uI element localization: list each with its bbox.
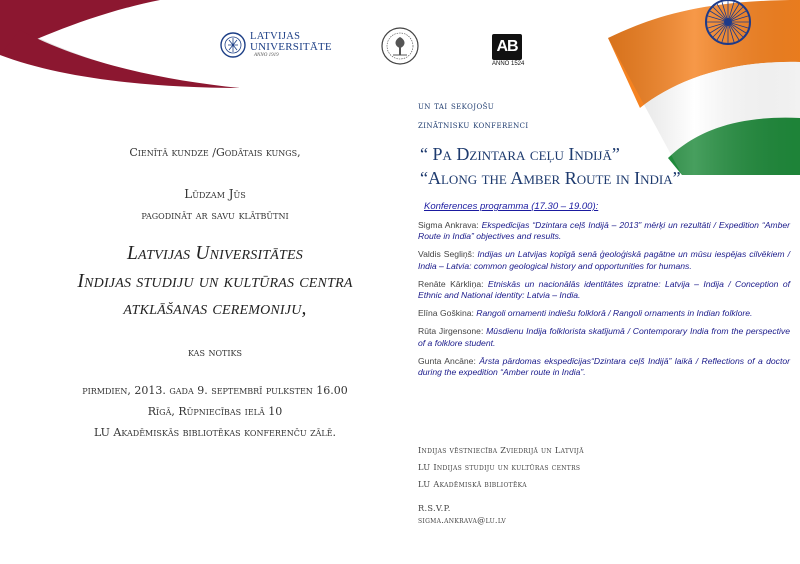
talk-speaker: Sigma Ankrava: [418, 220, 479, 230]
organizer-1: Indijas vēstniecība Zviedrijā un Latvijā [418, 445, 584, 455]
kicker-line-2: zinātnisku konferenci [418, 120, 529, 131]
talk-title: Etniskās un nacionālās identitātes izpratne: Latvija – Indija / Conception of Ethnic and National identity: Latvia – India. [418, 278, 790, 301]
invite-line-2: pagodināt ar savu klātbūtni [141, 208, 289, 222]
event-address: Rīgā, Rūpniecības ielā 10 [147, 405, 283, 418]
talk-title: Rangoli ornamenti indiešu folklorā / Rangoli ornaments in Indian folklore. [476, 308, 753, 319]
talk-speaker: Rūta Jirgensone: [418, 326, 484, 337]
rsvp-label: R.S.V.P. [418, 503, 451, 513]
ceremony-title-line-3: atklāšanas ceremoniju, [123, 298, 307, 319]
talk-title: Ārsta pārdomas ekspedīcijas“Dzintara ceļš Indijā” laikā / Reflections of a doctor during the expedition “Amber route in India”. [418, 355, 790, 378]
lu-logo-line1: LATVIJAS [250, 30, 301, 42]
round-seal-logo [380, 26, 420, 66]
event-date: pirmdien, 2013. gada 9. septembrī pulksten 16.00 [82, 384, 348, 397]
library-mark-subtitle: ANNO 1524 [492, 61, 525, 67]
rsvp-email[interactable]: sigma.ankrava@lu.lv [418, 515, 507, 525]
occurs-label: kas notiks [188, 346, 242, 359]
talk-title: Ekspedīcijas “Dzintara ceļš Indijā – 2013” mērķi un rezultāti / Expedition “Amber Route in India” objectives and results. [418, 220, 791, 242]
talk-speaker: Renāte Kārkliņa: [418, 278, 484, 289]
list-item [418, 220, 790, 242]
talk-title: Mūsdienu Indija folkloristа skatījumā / Contemporary India from the perspective of a folklore student. [418, 326, 790, 348]
kicker-line-1: un tai sekojošu [418, 101, 495, 112]
program-list [418, 220, 790, 378]
lu-logo-line2: UNIVERSITĀTE [250, 41, 332, 54]
ceremony-title-line-2: Indijas studiju un kultūras centra [77, 271, 353, 292]
list-item [418, 326, 790, 348]
list-item [418, 279, 790, 301]
organizer-3: LU Akadēmiskā bibliotēka [418, 479, 527, 489]
talk-speaker: Valdis Segliņš: [418, 249, 475, 260]
salutation: Cienītā kundze /Godātais kungs, [129, 146, 301, 159]
library-mark-icon: AB [492, 34, 522, 60]
library-anno-1524-logo [492, 34, 524, 67]
lu-logo-line3: ANNO 1919 [254, 53, 279, 59]
organizer-2: LU Indijas studiju un kultūras centrs [418, 462, 581, 472]
conference-title-lv: “ Pa Dzintara ceļu Indijā” [420, 144, 620, 164]
invite-line-1: Lūdzam Jūs [184, 187, 246, 201]
lu-logo-text [250, 32, 332, 59]
conference-title-en: “Along the Amber Route in India” [420, 168, 681, 188]
maroon-swoosh-decoration [0, 0, 240, 92]
list-item [418, 249, 790, 271]
india-flag-image [600, 0, 800, 175]
talk-speaker: Gunta Ancāne: [418, 355, 476, 366]
talk-speaker: Elīna Goškina: [418, 308, 474, 319]
program-heading: Konferences programma (17.30 – 19.00): [424, 201, 599, 212]
list-item [418, 308, 790, 319]
ceremony-title-line-1: Latvijas Universitātes [127, 243, 303, 264]
university-of-latvia-logo [220, 30, 332, 60]
lu-emblem-icon [220, 30, 246, 60]
event-venue: LU Akadēmiskās bibliotēkas konferenču zālē. [93, 426, 337, 439]
talk-title: Indijas un Latvijas kopīgā senā ģeoloģiskā pagātne un mūsu iespējas cilvēkiem / India – Latvia: common geological history and opportunities for humans. [418, 249, 790, 271]
list-item [418, 356, 790, 378]
